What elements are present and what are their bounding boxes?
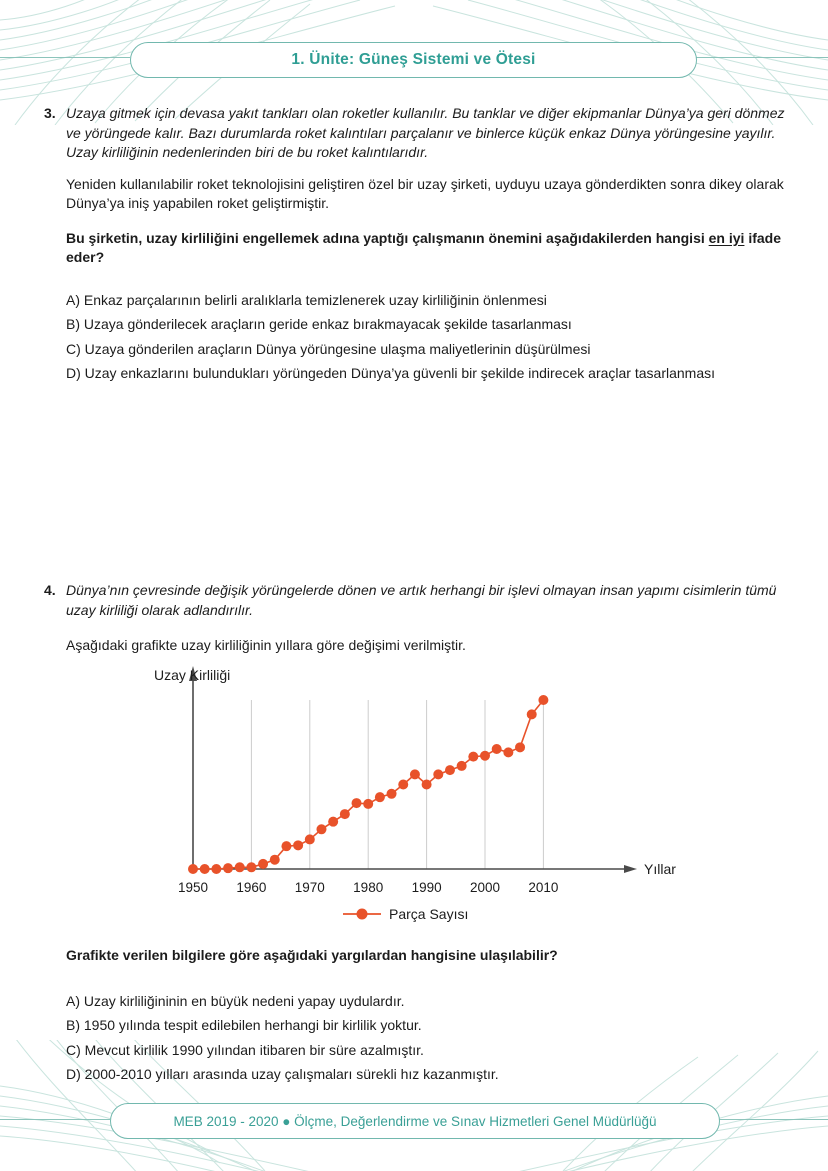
data-point: [422, 780, 432, 790]
y-axis-label: Uzay Kirliliği: [154, 667, 231, 683]
data-point: [305, 834, 315, 844]
option-a: A) Enkaz parçalarının belirli aralıklarla temizlenerek uzay kirliliğinin önlenmesi: [66, 291, 547, 308]
data-point: [211, 864, 221, 874]
data-point: [480, 751, 490, 761]
question-4-number: 4.: [44, 582, 56, 598]
x-tick-label: 1980: [353, 880, 384, 895]
question-3-para2: Yeniden kullanılabilir roket teknolojisini geliştiren özel bir uzay şirketi, uyduyu uzaya gönderdikten sonra dikey olarak Dünya’ya iniş yapabilen roket geliştirmiştir.: [66, 175, 784, 211]
data-point: [270, 855, 280, 865]
data-point: [445, 765, 455, 775]
data-point: [258, 859, 268, 869]
x-axis-label: Yıllar: [644, 861, 676, 877]
x-tick-label: 2000: [469, 880, 501, 895]
question-3-number: 3.: [44, 105, 56, 121]
data-point: [398, 780, 408, 790]
question-4-options: [66, 992, 818, 1085]
x-tick-label: 1990: [411, 880, 442, 895]
option-a: A) Uzay kirliliğininin en büyük nedeni yapay uydulardır.: [66, 992, 405, 1009]
header-connector-left: [0, 57, 130, 58]
space-pollution-chart: [140, 652, 716, 942]
data-point: [293, 840, 303, 850]
unit-title: 1. Ünite: Güneş Sistemi ve Ötesi: [291, 51, 536, 68]
footer-text: MEB 2019 - 2020 ● Ölçme, Değerlendirme ve Sınav Hizmetleri Genel Müdürlüğü: [173, 1113, 657, 1129]
question-4-stem: Grafikte verilen bilgilere göre aşağıdaki yargılardan hangisine ulaşılabilir?: [66, 947, 558, 963]
question-3-stem-post: ifade eder?: [66, 229, 782, 265]
data-point: [352, 798, 362, 808]
question-4-lower: [66, 946, 818, 1090]
data-point: [188, 864, 198, 874]
question-3-stem: [66, 229, 796, 268]
space-pollution-chart-wrap: [140, 652, 716, 942]
data-point: [223, 863, 233, 873]
data-point: [468, 752, 478, 762]
data-point: [433, 769, 443, 779]
data-point: [235, 862, 245, 872]
question-3-intro: Uzaya gitmek için devasa yakıt tankları olan roketler kullanılır. Bu tanklar ve diğer ekipmanlar Dünya’ya geri dönmez ve yörüngede kalır. Bazı durumlarda roket kalıntıları parçalanır ve binlerce küçük enkaz Dünya yörüngesine yayılır. Uzay kirliliğinin nedenlerinden biri de bu roket kalıntılarıdır.: [66, 105, 785, 160]
data-point: [340, 809, 350, 819]
option-c: C) Mevcut kirlilik 1990 yılından itibaren bir süre azalmıştır.: [66, 1041, 424, 1058]
data-point: [246, 862, 256, 872]
option-d: D) Uzay enkazlarını bulundukları yörüngeden Dünya’ya güvenli bir şekilde indirecek araçlar tasarlanması: [66, 365, 715, 381]
x-tick-label: 1950: [177, 880, 209, 895]
x-axis-arrow-icon: [624, 865, 637, 873]
page-footer: [110, 1103, 720, 1139]
x-tick-label: 1970: [294, 880, 325, 895]
unit-header: [130, 42, 697, 78]
question-4-intro: Dünya’nın çevresinde değişik yörüngelerde dönen ve artık herhangi bir işlevi olmayan insan yapımı cisimlerin tümü uzay kirliliği olarak adlandırılır.: [66, 582, 777, 618]
data-point: [375, 792, 385, 802]
question-4-para2: Aşağıdaki grafikte uzay kirliliğinin yıllara göre değişimi verilmiştir.: [66, 637, 466, 653]
footer-connector-left: [0, 1119, 110, 1120]
question-3-options: [66, 291, 796, 384]
option-b: B) 1950 yılında tespit edilebilen herhangi bir kirlilik yoktur.: [66, 1017, 422, 1033]
data-point: [316, 824, 326, 834]
option-d: D) 2000-2010 yılları arasında uzay çalışmaları sürekli hız kazanmıştır.: [66, 1066, 499, 1082]
legend-label: Parça Sayısı: [389, 906, 469, 922]
x-tick-label: 1960: [236, 880, 267, 895]
data-point: [457, 761, 467, 771]
data-point: [538, 695, 548, 705]
data-point: [328, 817, 338, 827]
question-3: [44, 104, 796, 389]
data-point: [281, 841, 291, 851]
option-b: B) Uzaya gönderilecek araçların geride enkaz bırakmayacak şekilde tasarlanması: [66, 316, 572, 332]
data-point: [387, 789, 397, 799]
x-tick-label: 2010: [528, 880, 559, 895]
data-point: [515, 742, 525, 752]
data-point: [410, 769, 420, 779]
option-c: C) Uzaya gönderilen araçların Dünya yörüngesine ulaşma maliyetlerinin düşürülmesi: [66, 340, 591, 357]
data-point: [363, 799, 373, 809]
data-point: [200, 864, 210, 874]
question-3-stem-pre: Bu şirketin, uzay kirliliğini engellemek adına yaptığı çalışmanın önemini aşağıdakilerden hangisi: [66, 229, 709, 246]
footer-connector-right: [718, 1119, 828, 1120]
legend-marker-icon: [357, 909, 368, 920]
data-point: [527, 709, 537, 719]
data-point: [492, 744, 502, 754]
header-connector-right: [695, 57, 828, 58]
data-point: [503, 747, 513, 757]
question-3-stem-underline: en iyi: [708, 229, 745, 246]
